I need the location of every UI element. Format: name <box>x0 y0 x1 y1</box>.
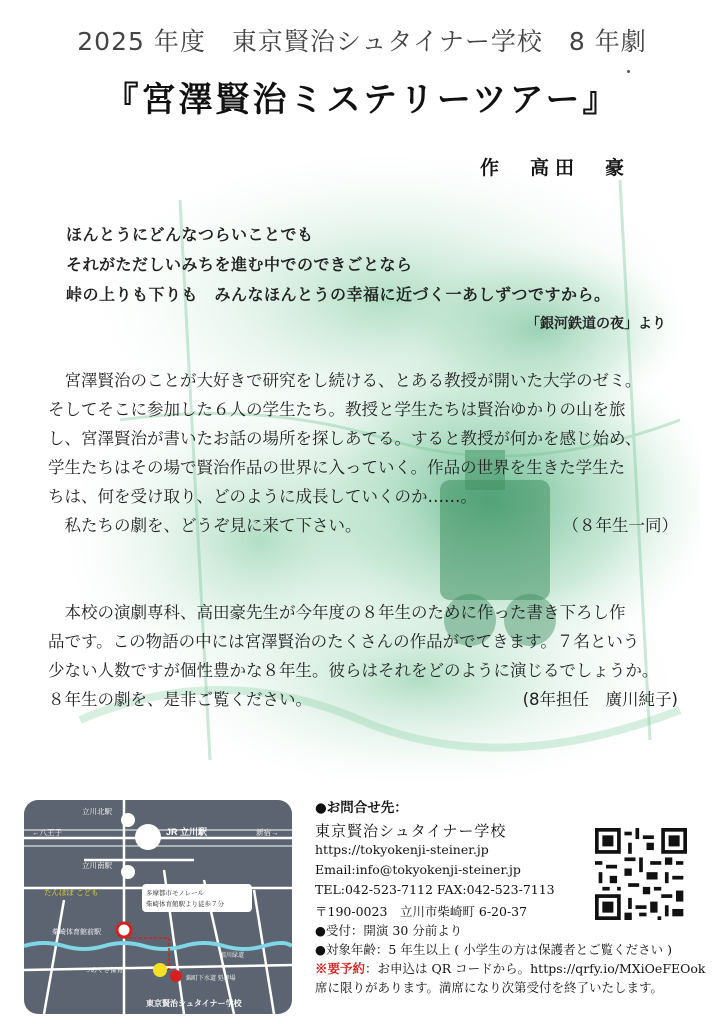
teacher-line: 品です。この物語の中には宮澤賢治のたくさんの作品がでてきます。７名という <box>48 632 640 651</box>
map-label-school: 東京賢治シュタイナー学校 <box>146 999 242 1008</box>
school-email[interactable]: Email:info@tokyokenji-steiner.jp <box>315 862 521 877</box>
tachikawa-kita-station-marker <box>121 813 135 827</box>
page-header: 2025 年度 東京賢治シュタイナー学校 8 年劇 <box>77 27 647 56</box>
quote-line: ほんとうにどんなつらいことでも <box>66 225 314 244</box>
synopsis-line: ちは、何を受け取り、どのように成長していくのか……。 <box>48 487 477 506</box>
synopsis-line: そしてそこに参加した６人の学生たち。教授と学生たちは賢治ゆかりの山を旅 <box>48 400 626 419</box>
reception-time: ●受付：開演 30 分前より <box>315 923 463 938</box>
map-label-tachikawa-kita: 立川北駅 <box>82 807 112 816</box>
synopsis-line-last <box>48 511 678 540</box>
teacher-signature: (8年担任 廣川純子) <box>522 690 678 709</box>
school-marker <box>153 963 167 977</box>
quote-line: 峠の上りも下りも みんなほんとうの幸福に近づく一あしずつですから。 <box>66 285 611 304</box>
author: 作 高田 豪 <box>480 157 631 179</box>
jr-tachikawa-station-marker <box>135 824 161 850</box>
qr-code-icon[interactable] <box>595 828 687 920</box>
synopsis-line: 私たちの劇を、どうぞ見に来て下さい。 <box>48 516 362 535</box>
reservation-note: 席に限りがあります。満席になり次第受付を終了いたします。 <box>315 980 664 995</box>
quote-line: それがただしいみちを進む中でのできごとなら <box>66 255 413 274</box>
teacher-line: 少ない人数ですが個性豊かな８年生。彼らはそれをどのように演じるでしょうか。 <box>48 661 659 680</box>
synopsis-paragraph <box>48 366 678 540</box>
teacher-line: 本校の演劇専科、高田豪先生が今年度の８年生のために作った書き下ろし作 <box>48 603 626 622</box>
inquiry-label: ●お問合せ先： <box>315 800 408 816</box>
teacher-line: ８年生の劇を、是非ご覧ください。 <box>48 690 312 709</box>
reservation-required-label: ※要予約 <box>315 961 366 976</box>
school-marker-red <box>170 970 182 982</box>
tachikawa-minami-station-marker <box>121 865 135 879</box>
synopsis-line: し、宮澤賢治が書いたお話の場所を探しあてる。すると教授が何かを感じ始め、 <box>48 429 642 448</box>
map-label-river: 根川緑道 <box>220 953 245 959</box>
map-label-hachioji: ←八王子 <box>32 828 62 837</box>
reservation-line <box>315 959 705 977</box>
school-address: 〒190-0023 立川市柴崎町 6-20-37 <box>315 904 528 919</box>
synopsis-signature: （８年生一同） <box>562 516 678 535</box>
map-label-monorail: 多摩都市モノレール <box>146 890 205 897</box>
quote-citation: 「銀河鉄道の夜」より <box>526 316 666 332</box>
map-label-tanpopo: たんぽぽ こども <box>44 888 99 897</box>
synopsis-line: 学生たちはその場で賢治作品の世界に入っていく。作品の世界を生きた学生た <box>48 458 626 477</box>
map-label-nishiki: 錦町下水道 処理場 <box>186 976 236 982</box>
teacher-line-last <box>48 685 678 714</box>
teacher-paragraph <box>48 598 678 714</box>
school-name: 東京賢治シュタイナー学校 <box>315 822 507 840</box>
access-map <box>24 800 292 1014</box>
shibasaki-station-marker <box>117 923 131 937</box>
map-label-monorail-walk: 柴崎体育館駅より徒歩７分 <box>146 901 224 908</box>
map-label-shinjuku: 新宿→ <box>256 828 279 837</box>
target-age: ●対象年齢：5 年生以上 ( 小学生の方は保護者とご覧ください ) <box>315 942 673 957</box>
reservation-info[interactable]: ：お申込は QR コードから。https://qrfy.io/MXiOeFEOok <box>365 961 706 976</box>
map-label-jr-tachikawa: JR 立川駅 <box>166 827 208 837</box>
play-title: 『宮澤賢治ミステリーツアー』 <box>104 80 620 120</box>
school-phone-fax: TEL:042-523-7112 FAX:042-523-7113 <box>315 882 555 897</box>
map-label-shibasaki: 柴崎体育館前駅 <box>52 929 101 936</box>
map-label-tachikawa-minami: 立川南駅 <box>82 861 112 870</box>
map-label-tsumugi: つめくさ保育 <box>84 967 123 974</box>
synopsis-line: 宮澤賢治のことが大好きで研究をし続ける、とある教授が開いた大学のゼミ。 <box>48 371 642 390</box>
school-url[interactable]: https://tokyokenji-steiner.jp <box>315 842 489 857</box>
